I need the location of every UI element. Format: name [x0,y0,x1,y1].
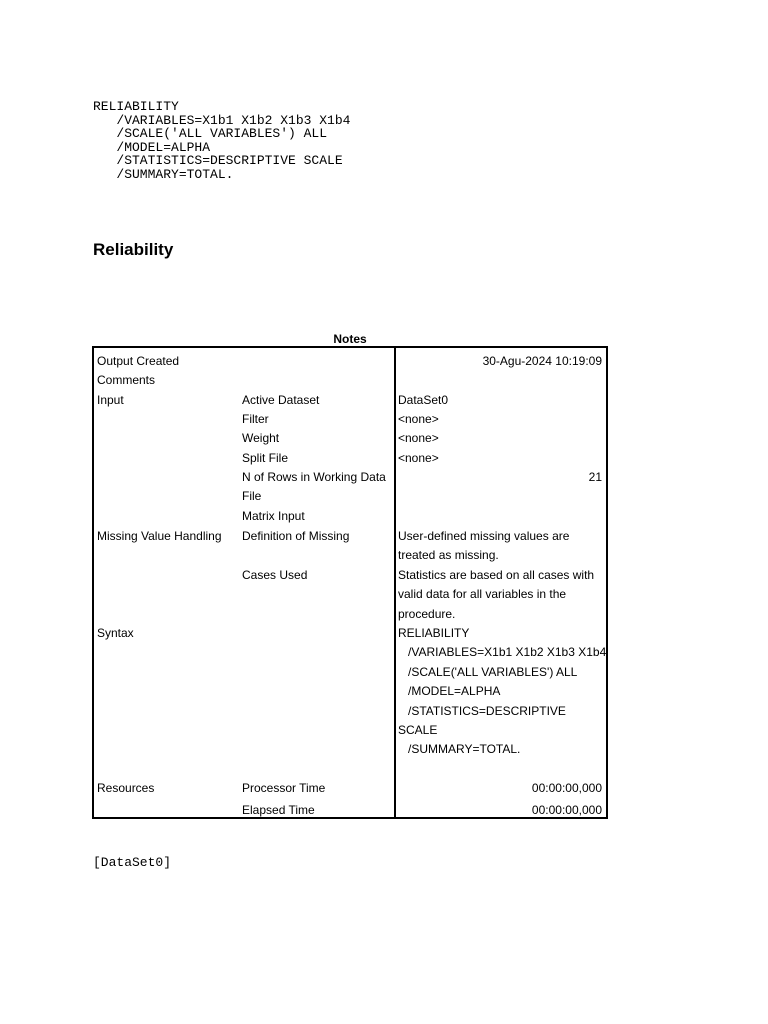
filter-label: Filter [242,412,269,426]
matrix-input-label: Matrix Input [242,509,305,523]
n-rows-label: N of Rows in Working Data File [242,470,386,504]
syntax-value: RELIABILITY /VARIABLES=X1b1 X1b2 X1b3 X1b4 /SCALE('ALL VARIABLES') ALL /MODEL=ALPHA /STATISTICS=DESCRIPTIVE SCALE /SUMMARY=TOTAL. [398,626,607,757]
section-title: Reliability [93,240,174,259]
syntax-label: Syntax [97,626,134,640]
elapsed-time-value: 00:00:00,000 [531,803,602,817]
missing-value-handling-label: Missing Value Handling [97,529,222,543]
elapsed-time-label: Elapsed Time [242,803,315,817]
filter-value: <none> [398,412,439,426]
definition-of-missing-value: User-defined missing values are treated as missing. [398,529,570,563]
processor-time-label: Processor Time [242,781,326,795]
weight-value: <none> [398,431,439,445]
syntax-command-text: RELIABILITY /VARIABLES=X1b1 X1b2 X1b3 X1b4 /SCALE('ALL VARIABLES') ALL /MODEL=ALPHA /STATISTICS=DESCRIPTIVE SCALE /SUMMARY=TOTAL. [93,99,351,182]
cases-used-value: Statistics are based on all cases with valid data for all variables in the procedure. [398,568,595,621]
notes-table-title: Notes [333,332,367,346]
active-dataset-value: DataSet0 [398,393,449,407]
cases-used-label: Cases Used [242,568,308,582]
notes-table [92,346,608,819]
comments-label: Comments [97,373,156,387]
n-rows-value: 21 [588,470,602,484]
output-created-label: Output Created [97,354,180,368]
weight-label: Weight [242,431,280,445]
processor-time-value: 00:00:00,000 [531,781,602,795]
dataset-label: [DataSet0] [93,855,172,870]
split-file-value: <none> [398,451,439,465]
resources-label: Resources [97,781,155,795]
table-column-divider [394,348,396,817]
output-created-value: 30-Agu-2024 10:19:09 [482,354,602,368]
split-file-label: Split File [242,451,289,465]
active-dataset-label: Active Dataset [242,393,320,407]
input-label: Input [97,393,124,407]
definition-of-missing-label: Definition of Missing [242,529,350,543]
